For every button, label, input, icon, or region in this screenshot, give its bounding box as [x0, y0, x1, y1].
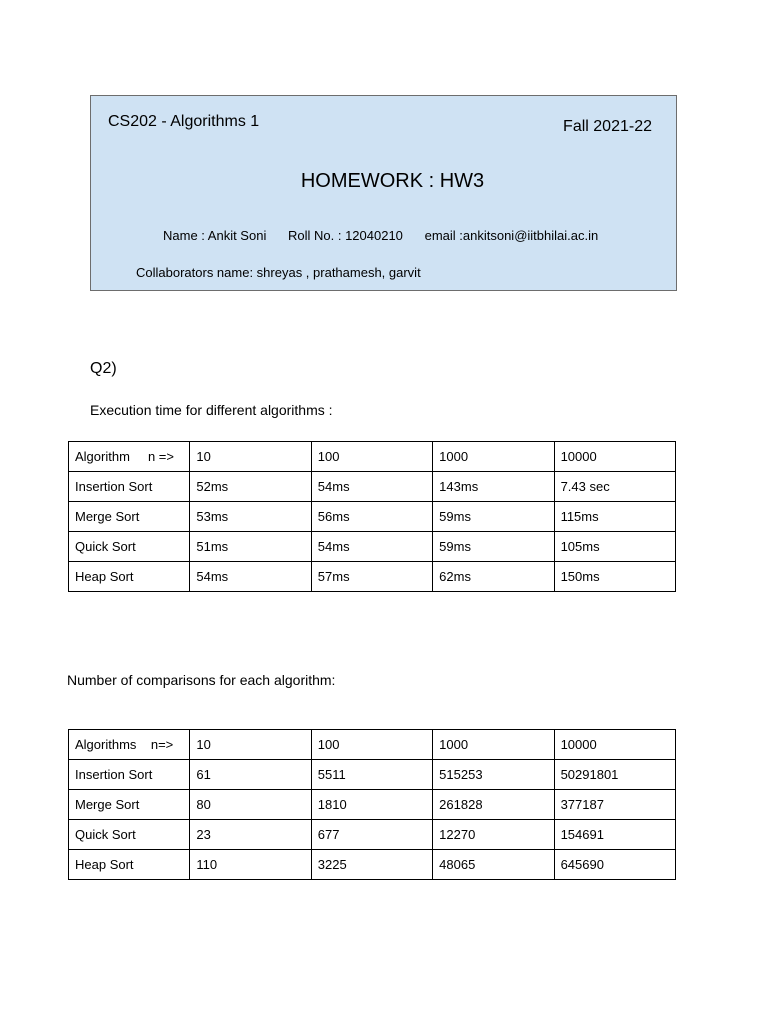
homework-title: HOMEWORK : HW3	[300, 170, 485, 192]
roll-number: Roll No. : 12040210	[288, 228, 403, 243]
table-row	[69, 472, 676, 502]
table-header-cell: 100	[311, 730, 432, 760]
table-cell: 54ms	[190, 562, 311, 592]
student-info	[163, 228, 598, 243]
table-header-cell: 10	[190, 442, 311, 472]
table-cell: 50291801	[554, 760, 675, 790]
table-cell: 53ms	[190, 502, 311, 532]
table-cell: 80	[190, 790, 311, 820]
table-cell: 261828	[433, 790, 554, 820]
table-cell: 105ms	[554, 532, 675, 562]
table-cell: 62ms	[433, 562, 554, 592]
table-header-cell: 10	[190, 730, 311, 760]
comparisons-table-body	[69, 730, 676, 880]
table-cell: 143ms	[433, 472, 554, 502]
table-header-cell: 10000	[554, 730, 675, 760]
table-cell: 150ms	[554, 562, 675, 592]
table-cell: 57ms	[311, 562, 432, 592]
table-cell: 52ms	[190, 472, 311, 502]
comparisons-table	[68, 729, 676, 880]
table-cell: 23	[190, 820, 311, 850]
table-header-row	[69, 442, 676, 472]
table-cell: 54ms	[311, 472, 432, 502]
table-cell: Insertion Sort	[69, 472, 190, 502]
execution-caption: Execution time for different algorithms :	[90, 402, 333, 418]
table-cell: 61	[190, 760, 311, 790]
table-header-cell: Algorithm n =>	[69, 442, 190, 472]
table-row	[69, 850, 676, 880]
question-label: Q2)	[90, 360, 117, 377]
table-header-cell: 1000	[433, 730, 554, 760]
table-cell: 645690	[554, 850, 675, 880]
execution-table-body	[69, 442, 676, 592]
table-row	[69, 532, 676, 562]
course-title: CS202 - Algorithms 1	[108, 113, 260, 130]
table-header-cell: 10000	[554, 442, 675, 472]
table-cell: 677	[311, 820, 432, 850]
homework-header-box	[90, 95, 677, 291]
table-cell: 54ms	[311, 532, 432, 562]
table-cell: 3225	[311, 850, 432, 880]
table-cell: 515253	[433, 760, 554, 790]
table-cell: 48065	[433, 850, 554, 880]
table-row	[69, 502, 676, 532]
table-cell: Insertion Sort	[69, 760, 190, 790]
table-cell: 5511	[311, 760, 432, 790]
table-cell: Merge Sort	[69, 790, 190, 820]
table-cell: 59ms	[433, 532, 554, 562]
table-cell: 59ms	[433, 502, 554, 532]
table-cell: Merge Sort	[69, 502, 190, 532]
table-cell: 1810	[311, 790, 432, 820]
table-cell: 110	[190, 850, 311, 880]
table-cell: 12270	[433, 820, 554, 850]
table-cell: 7.43 sec	[554, 472, 675, 502]
table-row	[69, 760, 676, 790]
execution-time-table	[68, 441, 676, 592]
table-cell: Heap Sort	[69, 850, 190, 880]
student-name: Name : Ankit Soni	[163, 228, 267, 243]
table-cell: Heap Sort	[69, 562, 190, 592]
student-email: email :ankitsoni@iitbhilai.ac.in	[424, 228, 599, 243]
table-header-cell: 100	[311, 442, 432, 472]
table-cell: 56ms	[311, 502, 432, 532]
term-label: Fall 2021-22	[563, 118, 652, 135]
table-cell: 115ms	[554, 502, 675, 532]
table-row	[69, 820, 676, 850]
table-header-row	[69, 730, 676, 760]
table-cell: 51ms	[190, 532, 311, 562]
table-row	[69, 790, 676, 820]
comparisons-caption: Number of comparisons for each algorithm:	[67, 672, 336, 688]
table-cell: 154691	[554, 820, 675, 850]
table-header-cell: 1000	[433, 442, 554, 472]
collaborators: Collaborators name: shreyas , prathamesh, garvit	[136, 265, 421, 280]
table-row	[69, 562, 676, 592]
table-cell: Quick Sort	[69, 820, 190, 850]
table-cell: 377187	[554, 790, 675, 820]
table-cell: Quick Sort	[69, 532, 190, 562]
table-header-cell: Algorithms n=>	[69, 730, 190, 760]
